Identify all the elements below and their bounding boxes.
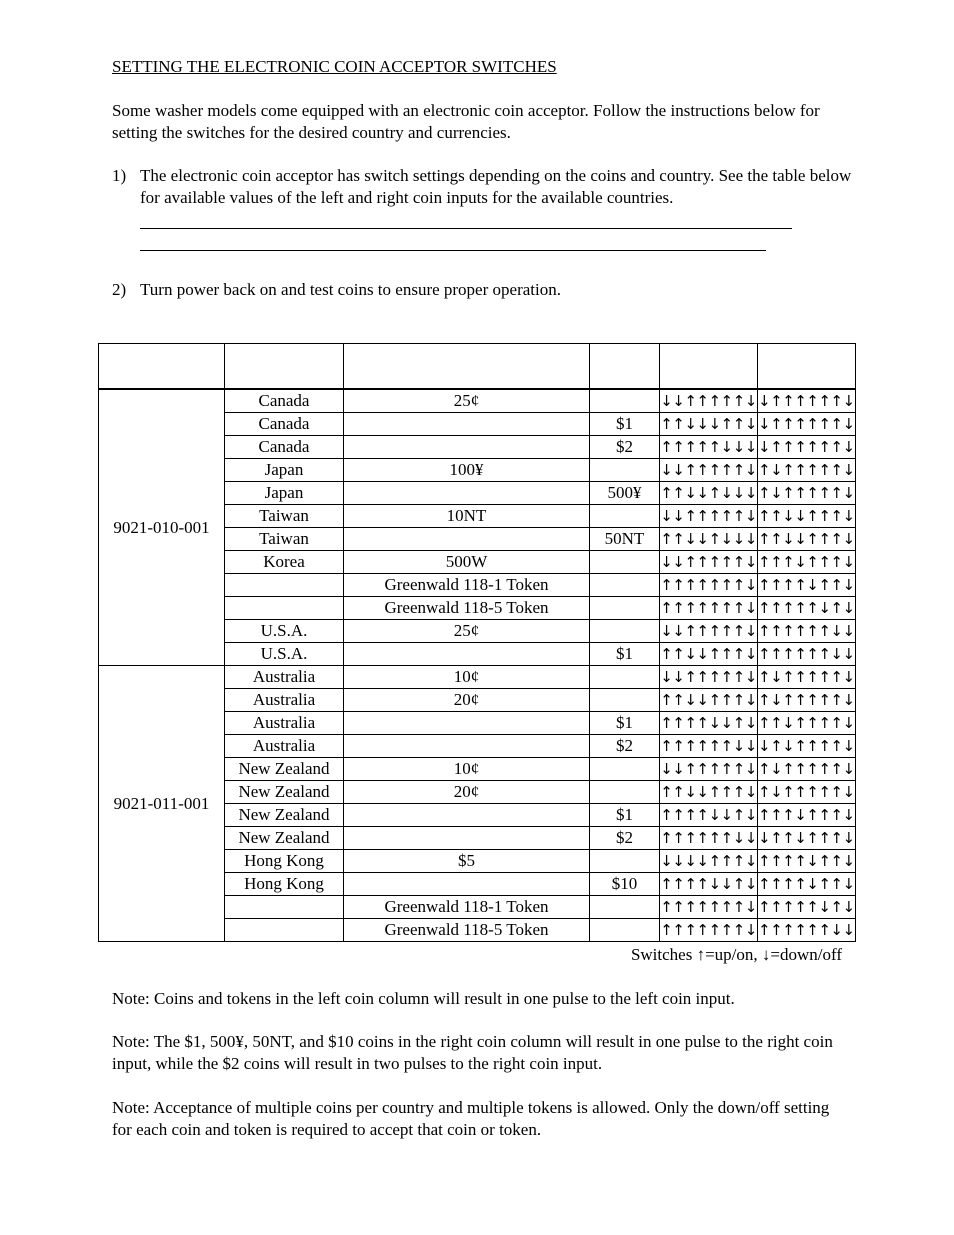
switch-bank-2-cell: ↑↑↑↑↓↑↑↓ (758, 850, 856, 873)
left-coin-cell: 20¢ (344, 781, 590, 804)
right-coin-cell: $1 (590, 643, 660, 666)
switch-bank-1-cell: ↑↑↑↑↑↑↑↓ (660, 896, 758, 919)
page-title: SETTING THE ELECTRONIC COIN ACCEPTOR SWITCHES (112, 57, 557, 76)
table-header-row (99, 344, 856, 390)
country-cell: Canada (225, 389, 344, 413)
right-coin-cell: 500¥ (590, 482, 660, 505)
country-cell: Canada (225, 436, 344, 459)
switch-bank-1-cell: ↑↑↓↓↑↑↑↓ (660, 689, 758, 712)
switch-bank-1-cell: ↓↓↑↑↑↑↑↓ (660, 666, 758, 689)
switch-bank-2-cell: ↑↑↑↑↑↑↓↓ (758, 620, 856, 643)
switch-bank-1-cell: ↓↓↓↓↑↑↑↓ (660, 850, 758, 873)
model-number-cell: 9021-010-001 (99, 389, 225, 666)
switch-bank-1-cell: ↑↑↑↑↓↓↑↓ (660, 712, 758, 735)
switch-bank-1-cell: ↑↑↑↑↓↓↑↓ (660, 873, 758, 896)
switch-bank-1-cell: ↑↑↑↑↑↑↓↓ (660, 827, 758, 850)
left-coin-cell: 10NT (344, 505, 590, 528)
switch-bank-2-cell: ↑↓↑↑↑↑↑↓ (758, 459, 856, 482)
country-cell: Australia (225, 689, 344, 712)
right-coin-cell (590, 896, 660, 919)
switch-bank-2-cell: ↑↑↓↓↑↑↑↓ (758, 505, 856, 528)
right-coin-cell: $1 (590, 413, 660, 436)
left-coin-cell: 10¢ (344, 758, 590, 781)
switch-bank-1-cell: ↓↓↑↑↑↑↑↓ (660, 620, 758, 643)
right-coin-cell (590, 666, 660, 689)
country-cell: New Zealand (225, 827, 344, 850)
switch-bank-1-cell: ↓↓↑↑↑↑↑↓ (660, 459, 758, 482)
header-cell (590, 344, 660, 390)
switch-bank-2-cell: ↓↑↓↑↑↑↑↓ (758, 735, 856, 758)
country-cell (225, 574, 344, 597)
country-cell: New Zealand (225, 804, 344, 827)
switch-bank-2-cell: ↑↓↑↑↑↑↑↓ (758, 781, 856, 804)
switch-bank-1-cell: ↑↑↑↑↓↓↑↓ (660, 804, 758, 827)
switch-bank-2-cell: ↑↑↑↑↓↑↑↓ (758, 873, 856, 896)
switch-bank-2-cell: ↓↑↑↑↑↑↑↓ (758, 436, 856, 459)
left-coin-cell: 500W (344, 551, 590, 574)
switch-bank-1-cell: ↑↑↓↓↓↑↑↓ (660, 413, 758, 436)
header-cell (660, 344, 758, 390)
right-coin-cell (590, 758, 660, 781)
switch-bank-1-cell: ↑↑↑↑↑↓↓↓ (660, 436, 758, 459)
blank-line-1 (140, 228, 792, 229)
switch-bank-1-cell: ↑↑↓↓↑↑↑↓ (660, 781, 758, 804)
right-coin-cell: $1 (590, 712, 660, 735)
country-cell: Taiwan (225, 505, 344, 528)
left-coin-cell (344, 528, 590, 551)
note-2: Note: The $1, 500¥, 50NT, and $10 coins in the right coin column will result in one pulse to the right coin input, while the $2 coins will result in two pulses to the right coin input. (112, 1032, 833, 1073)
switch-bank-1-cell: ↑↑↑↑↑↑↑↓ (660, 919, 758, 942)
switch-bank-2-cell: ↑↑↑↑↑↑↓↓ (758, 919, 856, 942)
step-1-number: 1) (112, 166, 127, 185)
switch-bank-1-cell: ↑↑↓↓↑↓↓↓ (660, 528, 758, 551)
switch-bank-2-cell: ↑↑↓↑↑↑↑↓ (758, 712, 856, 735)
right-coin-cell: $2 (590, 827, 660, 850)
left-coin-cell (344, 643, 590, 666)
left-coin-cell: Greenwald 118-5 Token (344, 919, 590, 942)
step-2 (112, 279, 852, 301)
switch-bank-2-cell: ↓↑↑↑↑↑↑↓ (758, 389, 856, 413)
right-coin-cell: $2 (590, 735, 660, 758)
country-cell: Japan (225, 482, 344, 505)
country-cell: U.S.A. (225, 620, 344, 643)
country-cell: Korea (225, 551, 344, 574)
switch-bank-2-cell: ↓↑↑↑↑↑↑↓ (758, 413, 856, 436)
country-cell: U.S.A. (225, 643, 344, 666)
left-coin-cell (344, 735, 590, 758)
switch-bank-1-cell: ↓↓↑↑↑↑↑↓ (660, 389, 758, 413)
right-coin-cell (590, 551, 660, 574)
left-coin-cell: 25¢ (344, 620, 590, 643)
switch-bank-1-cell: ↑↑↑↑↑↑↑↓ (660, 597, 758, 620)
right-coin-cell (590, 574, 660, 597)
step-2-number: 2) (112, 280, 127, 299)
switch-legend: Switches ↑=up/on, ↓=down/off (630, 945, 842, 964)
right-coin-cell (590, 620, 660, 643)
intro-paragraph: Some washer models come equipped with an electronic coin acceptor. Follow the instructions below for setting the switches for the desired country and currencies. (112, 101, 820, 142)
table-row (99, 389, 856, 413)
step-2-text: Turn power back on and test coins to ensure proper operation. (140, 280, 561, 299)
left-coin-cell: $5 (344, 850, 590, 873)
left-coin-cell (344, 827, 590, 850)
model-number-cell: 9021-011-001 (99, 666, 225, 942)
header-cell (758, 344, 856, 390)
note-3: Note: Acceptance of multiple coins per country and multiple tokens is allowed. Only the down/off setting for each coin and token is required to accept that coin or token. (112, 1098, 830, 1139)
country-cell: New Zealand (225, 758, 344, 781)
country-cell: Canada (225, 413, 344, 436)
right-coin-cell (590, 597, 660, 620)
step-1 (112, 165, 852, 209)
country-cell (225, 919, 344, 942)
right-coin-cell: 50NT (590, 528, 660, 551)
switch-bank-1-cell: ↑↑↑↑↑↑↑↓ (660, 574, 758, 597)
switch-bank-2-cell: ↑↑↑↑↑↑↓↓ (758, 643, 856, 666)
right-coin-cell: $10 (590, 873, 660, 896)
left-coin-cell (344, 436, 590, 459)
right-coin-cell (590, 689, 660, 712)
right-coin-cell: $2 (590, 436, 660, 459)
right-coin-cell (590, 459, 660, 482)
switch-bank-2-cell: ↑↓↑↑↑↑↑↓ (758, 666, 856, 689)
country-cell: Hong Kong (225, 850, 344, 873)
right-coin-cell (590, 919, 660, 942)
left-coin-cell: 100¥ (344, 459, 590, 482)
switch-bank-2-cell: ↑↑↑↓↑↑↑↓ (758, 804, 856, 827)
header-cell (344, 344, 590, 390)
header-cell (99, 344, 225, 390)
switch-bank-2-cell: ↑↑↑↑↑↓↑↓ (758, 597, 856, 620)
switch-bank-1-cell: ↓↓↑↑↑↑↑↓ (660, 551, 758, 574)
switch-bank-1-cell: ↑↑↑↑↑↑↓↓ (660, 735, 758, 758)
country-cell: Australia (225, 712, 344, 735)
left-coin-cell (344, 712, 590, 735)
left-coin-cell: 10¢ (344, 666, 590, 689)
switch-bank-2-cell: ↑↑↑↑↓↑↑↓ (758, 574, 856, 597)
right-coin-cell (590, 505, 660, 528)
country-cell: New Zealand (225, 781, 344, 804)
coin-switch-table (98, 343, 856, 942)
switch-bank-1-cell: ↑↑↓↓↑↓↓↓ (660, 482, 758, 505)
note-1: Note: Coins and tokens in the left coin column will result in one pulse to the left coin input. (112, 989, 735, 1008)
switch-bank-1-cell: ↓↓↑↑↑↑↑↓ (660, 505, 758, 528)
switch-bank-2-cell: ↑↓↑↑↑↑↑↓ (758, 482, 856, 505)
country-cell: Australia (225, 735, 344, 758)
left-coin-cell (344, 482, 590, 505)
switch-bank-2-cell: ↑↑↑↓↑↑↑↓ (758, 551, 856, 574)
right-coin-cell (590, 850, 660, 873)
left-coin-cell (344, 804, 590, 827)
switch-bank-2-cell: ↑↓↑↑↑↑↑↓ (758, 689, 856, 712)
right-coin-cell: $1 (590, 804, 660, 827)
country-cell: Australia (225, 666, 344, 689)
country-cell: Hong Kong (225, 873, 344, 896)
left-coin-cell (344, 413, 590, 436)
country-cell: Japan (225, 459, 344, 482)
blank-line-2 (140, 250, 766, 251)
switch-bank-2-cell: ↑↓↑↑↑↑↑↓ (758, 758, 856, 781)
country-cell: Taiwan (225, 528, 344, 551)
left-coin-cell (344, 873, 590, 896)
left-coin-cell: 20¢ (344, 689, 590, 712)
switch-bank-2-cell: ↑↑↓↓↑↑↑↓ (758, 528, 856, 551)
switch-bank-2-cell: ↑↑↑↑↑↓↑↓ (758, 896, 856, 919)
switch-bank-1-cell: ↓↓↑↑↑↑↑↓ (660, 758, 758, 781)
left-coin-cell: Greenwald 118-5 Token (344, 597, 590, 620)
left-coin-cell: 25¢ (344, 389, 590, 413)
left-coin-cell: Greenwald 118-1 Token (344, 574, 590, 597)
country-cell (225, 597, 344, 620)
country-cell (225, 896, 344, 919)
table-row (99, 666, 856, 689)
right-coin-cell (590, 389, 660, 413)
left-coin-cell: Greenwald 118-1 Token (344, 896, 590, 919)
header-cell (225, 344, 344, 390)
switch-bank-1-cell: ↑↑↓↓↑↑↑↓ (660, 643, 758, 666)
switch-bank-2-cell: ↓↑↑↓↑↑↑↓ (758, 827, 856, 850)
right-coin-cell (590, 781, 660, 804)
step-1-text: The electronic coin acceptor has switch settings depending on the coins and country. See the table below for available values of the left and right coin inputs for the available countries. (140, 166, 852, 207)
